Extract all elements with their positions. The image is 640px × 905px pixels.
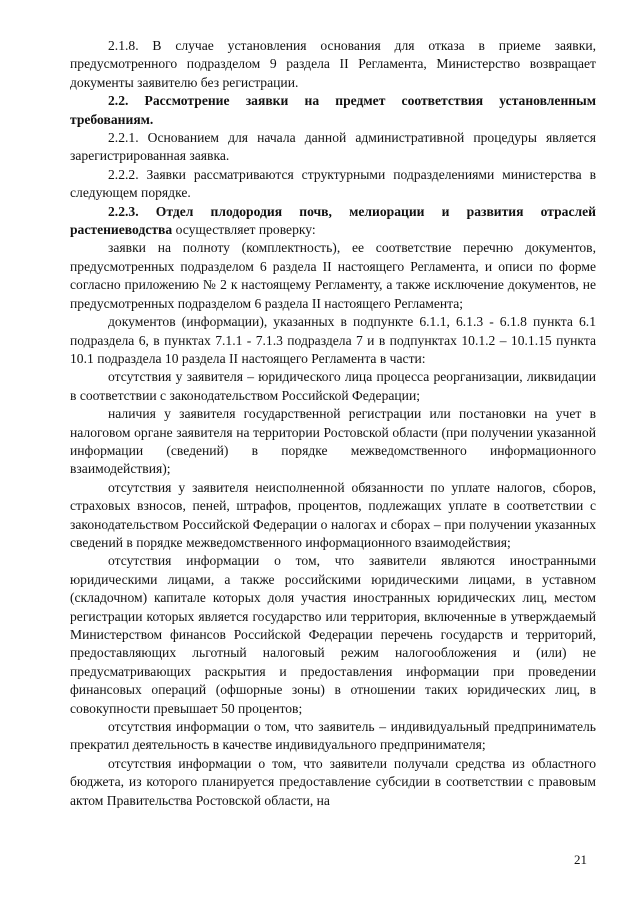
paragraph-no-budget-funds: отсутствия информации о том, что заявители получали средства из областного бюджета, из которого планируется предоставление субсидии в соответствии с правовым актом Правительства Ростовской области, на xyxy=(70,755,596,808)
section-heading-2-2: 2.2. Рассмотрение заявки на предмет соответствия установленным требованиям. xyxy=(70,93,596,127)
paragraph-check-completeness: заявки на полноту (комплектность), ее соответствие перечню документов, предусмотренных подразделом 6 раздела II настоящего Регламента, и описи по форме согласно приложению № 2 к настоящему Регламенту, а также исключение документов, не предусмотренных подразделом 6 раздела II настоящего Регламента; xyxy=(70,240,596,311)
paragraph-no-reorganization: отсутствия у заявителя – юридического лица процесса реорганизации, ликвидации в соответствии с законодательством Российской Федерации; xyxy=(70,369,596,403)
paragraph-state-registration: наличия у заявителя государственной регистрации или постановки на учет в налоговом органе заявителя на территории Ростовской области (при получении указанной информации (сведений) в порядке межведомственного информационного взаимодействия); xyxy=(70,406,596,477)
paragraph-2-2-3-bold-lead: 2.2.3. Отдел плодородия почв, мелиорации и развития отраслей растениеводства xyxy=(70,203,596,238)
paragraph-2-2-3 xyxy=(70,203,596,240)
paragraph-check-documents: документов (информации), указанных в подпункте 6.1.1, 6.1.3 - 6.1.8 пункта 6.1 подраздела 6, в пунктах 7.1.1 - 7.1.3 подраздела 7 и в подпунктах 10.1.2 – 10.1.15 пункта 10.1 подраздела 10 раздела II настоящего Регламента в части: xyxy=(70,314,596,366)
document-page xyxy=(70,37,596,810)
paragraph-no-offshore: отсутствия информации о том, что заявители являются иностранными юридическими лицами, а также российскими юридическими лицами, в уставном (складочном) капитале которых доля участия иностранных юридических лиц, местом регистрации которых является государство или территория, включенные в утверждаемый Министерством финансов Российской Федерации перечень государств и территорий, предоставляющих льготный налоговый режим налогообложения и (или) не предусматривающих раскрытия и предоставления информации при проведении финансовых операций (офшорные зоны) в отношении таких юридических лиц, в совокупности превышает 50 процентов; xyxy=(70,553,596,716)
paragraph-entrepreneur-active: отсутствия информации о том, что заявитель – индивидуальный предприниматель прекратил деятельность в качестве индивидуального предпринимателя; xyxy=(70,719,596,753)
paragraph-2-1-8: 2.1.8. В случае установления основания для отказа в приеме заявки, предусмотренного подразделом 9 раздела II Регламента, Министерство возвращает документы заявителю без регистрации. xyxy=(70,38,596,90)
page-number: 21 xyxy=(574,852,587,867)
paragraph-2-2-3-text: осуществляет проверку: xyxy=(172,222,316,238)
paragraph-2-2-2: 2.2.2. Заявки рассматриваются структурными подразделениями министерства в следующем порядке. xyxy=(70,166,596,201)
paragraph-2-2-1: 2.2.1. Основанием для начала данной административной процедуры является зарегистрированная заявка. xyxy=(70,130,596,164)
paragraph-no-tax-debt: отсутствия у заявителя неисполненной обязанности по уплате налогов, сборов, страховых взносов, пеней, штрафов, процентов, подлежащих уплате в соответствии с законодательством Российской Федерации о налогах и сборах – при получении указанных сведений в порядке межведомственного информационного взаимодействия; xyxy=(70,479,596,550)
